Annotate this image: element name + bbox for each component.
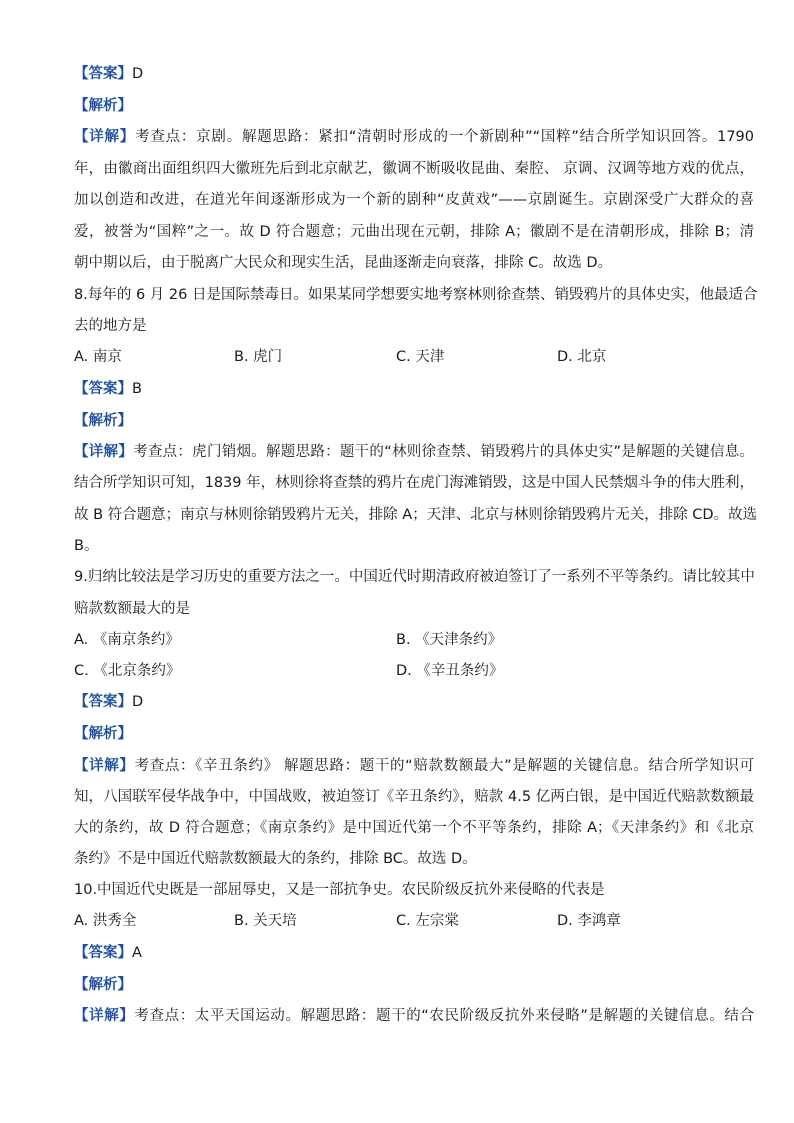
q8-explanation-line: B。 [74,538,99,554]
q8-option-c: C. 天津 [396,349,445,365]
q8-explanation-line: 结合所学知识可知，1839 年，林则徐将查禁的鸦片在虎门海滩销毁，这是中国人民禁烟斗争的伟大胜利， [74,475,754,491]
q9-option-c: C. 《北京条约》 [74,663,181,679]
q10-stem: 10.中国近代史既是一部屈辱史，又是一部抗争史。农民阶级反抗外来侵略的代表是 [74,882,605,898]
detail-label: 【详解】 [74,444,134,460]
q9-explanation-line: 知，八国联军侵华战争中，中国战败，被迫签订《辛丑条约》，赔款 4.5 亿两白银，是中国近代赔款数额最 [74,789,754,805]
q8-explanation-line: 【详解】考查点：虎门销烟。解题思路：题干的“林则徐查禁、销毁鸦片的具体史实”是解题的关键信息。 [74,444,754,460]
q10-analysis-heading [74,975,132,995]
q8-option-d: D. 北京 [557,349,607,365]
q10-option-c: C. 左宗棠 [396,913,459,929]
detail-label: 【详解】 [74,758,135,774]
q7-answer [74,64,143,84]
q7-explanation-line: 朝中期以后，由于脱离广大民众和现实生活，昆曲逐渐走向衰落，排除 C。故选 D。 [74,255,613,271]
analysis-label: 【解析】 [74,726,132,742]
q7-explanation-line: 爱，被誉为“国粹”之一。故 D 符合题意；元曲出现在元朝，排除 A；徽剧不是在清朝形成，排除 B；清 [74,224,754,240]
analysis-label: 【解析】 [74,977,132,993]
detail-label: 【详解】 [74,129,136,145]
answer-label: 【答案】 [74,694,132,710]
answer-value: D [132,66,144,82]
q9-option-b: B. 《天津条约》 [396,632,503,648]
analysis-label: 【解析】 [74,413,132,429]
q8-explanation-line: 故 B 符合题意；南京与林则徐销毁鸦片无关，排除 A；天津、北京与林则徐销毁鸦片无关，排除 CD。故选 [74,507,758,523]
answer-value: A [132,945,142,961]
answer-label: 【答案】 [74,945,132,961]
q9-option-a: A. 《南京条约》 [74,632,180,648]
q8-stem: 8.每年的 6 月 26 日是国际禁毒日。如果某同学想要实地考察林则徐查禁、销毁鸦片的具体史实，他最适合 [74,287,758,303]
q10-option-b: B. 关天培 [234,913,297,929]
detail-label: 【详解】 [74,1008,135,1024]
q9-stem: 9.归纳比较法是学习历史的重要方法之一。中国近代时期清政府被迫签订了一系列不平等条约。请比较其中 [74,569,755,585]
q9-explanation-line: 【详解】考查点：《辛丑条约》 解题思路：题干的“赔款数额最大”是解题的关键信息。结合所学知识可 [74,758,754,774]
q9-explanation-line: 大的条约，故 D 符合题意；《南京条约》是中国近代第一个不平等条约，排除 A；《天津条约》和《北京 [74,820,754,836]
q8-option-a: A. 南京 [74,349,122,365]
q8-option-b: B. 虎门 [234,349,283,365]
q7-explanation-line: 加以创造和改进，在道光年间逐渐形成为一个新的剧种“皮黄戏”——京剧诞生。京剧深受广大群众的喜 [74,192,754,208]
answer-label: 【答案】 [74,381,132,397]
q10-answer [74,943,142,963]
answer-label: 【答案】 [74,66,132,82]
q7-explanation-line: 【详解】考查点：京剧。解题思路：紧扣“清朝时形成的一个新剧种”“国粹”结合所学知识回答。1790 [74,129,754,145]
q8-answer [74,379,142,399]
q9-explanation-line: 条约》不是中国近代赔款数额最大的条约，排除 BC。故选 D。 [74,851,477,867]
q9-option-d: D. 《辛丑条约》 [396,663,504,679]
q9-answer [74,692,143,712]
q7-explanation-line: 年，由徽商出面组织四大徽班先后到北京献艺，徽调不断吸收昆曲、秦腔、 京调、汉调等地方戏的优点， [74,161,754,177]
analysis-label: 【解析】 [74,98,132,114]
q10-option-a: A. 洪秀全 [74,913,137,929]
answer-value: B [132,381,142,397]
q10-explanation-line: 【详解】考查点：太平天国运动。解题思路：题干的“农民阶级反抗外来侵略”是解题的关键信息。结合 [74,1008,754,1024]
answer-value: D [132,694,144,710]
q8-stem: 去的地方是 [74,318,147,334]
q9-stem: 赔款数额最大的是 [74,601,190,617]
q9-analysis-heading [74,724,132,744]
q8-analysis-heading [74,411,132,431]
q7-analysis-heading [74,96,132,116]
q10-option-d: D. 李鸿章 [557,913,621,929]
